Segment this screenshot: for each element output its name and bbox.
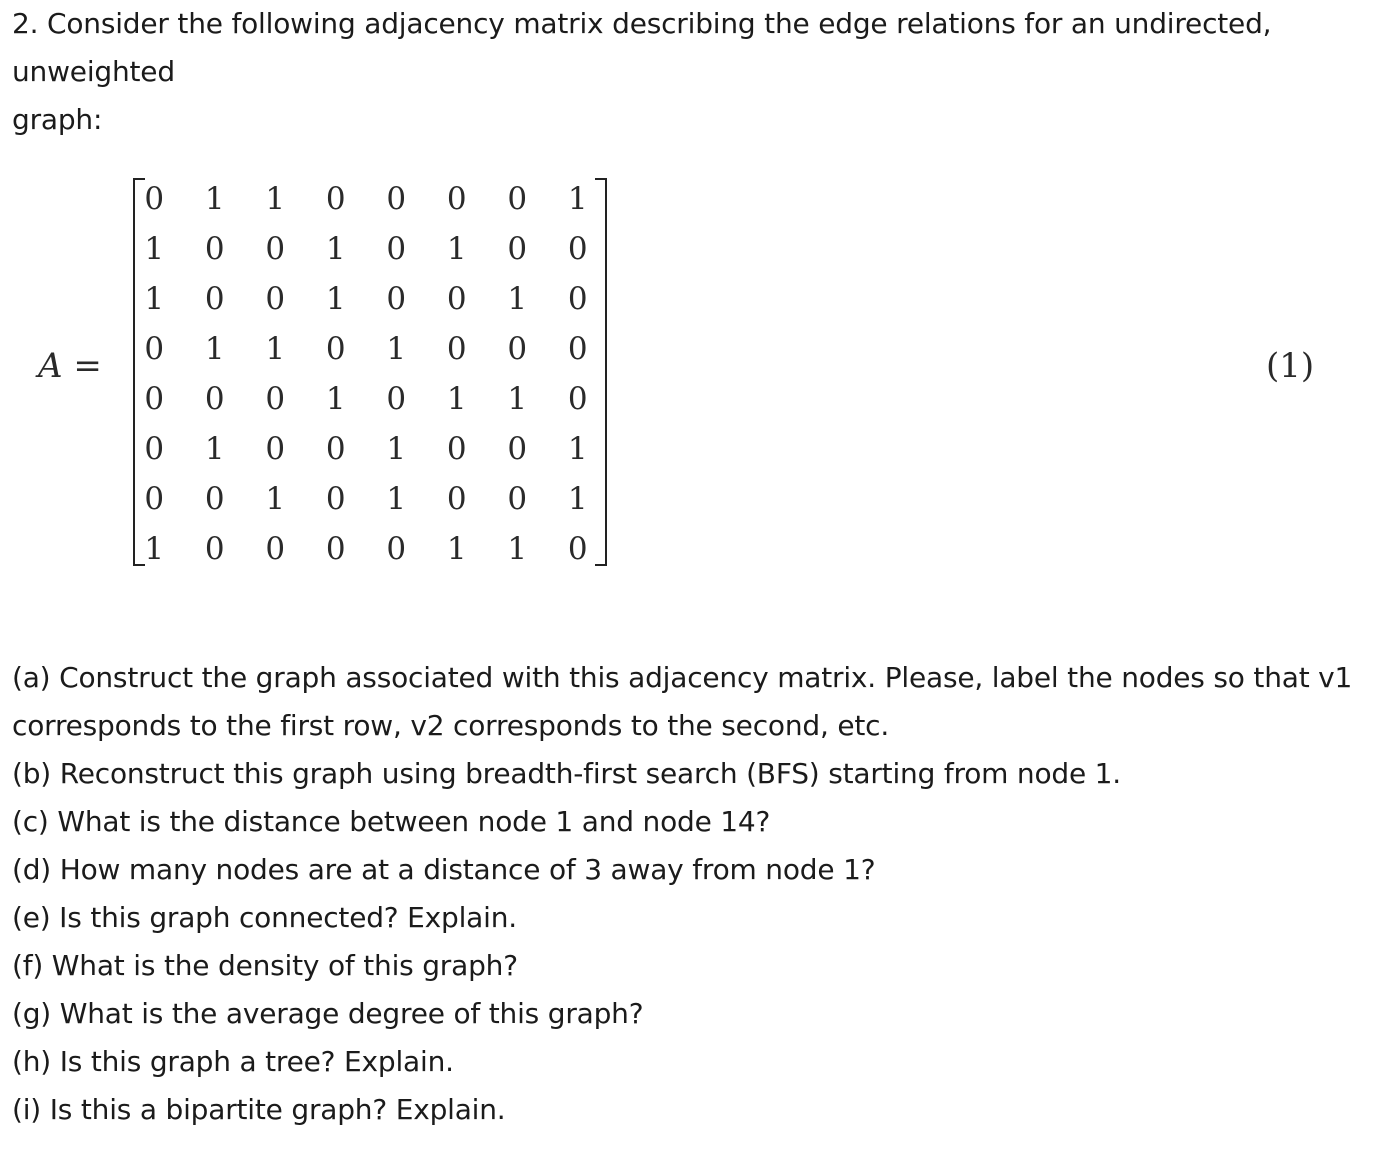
matrix-cell: 1: [325, 281, 346, 317]
question-line: (e) Is this graph connected? Explain.: [12, 901, 517, 934]
matrix-cell: 0: [567, 381, 588, 417]
matrix-cell: 0: [325, 431, 346, 467]
matrix-cell: 0: [204, 231, 225, 267]
matrix-cell: 0: [446, 431, 467, 467]
matrix-cell: 0: [325, 531, 346, 567]
intro-line: graph:: [12, 103, 103, 136]
question-line: (b) Reconstruct this graph using breadth-first search (BFS) starting from node 1.: [12, 757, 1121, 790]
matrix-cell: 0: [567, 331, 588, 367]
question-line: (d) How many nodes are at a distance of 3 away from node 1?: [12, 853, 876, 886]
matrix-cell: 0: [446, 181, 467, 217]
matrix-row: [124, 324, 608, 374]
matrix-cell: 0: [204, 281, 225, 317]
matrix-cell: 0: [446, 481, 467, 517]
matrix-cell: 0: [507, 431, 528, 467]
adjacency-matrix: [124, 174, 608, 574]
matrix-cell: 0: [446, 331, 467, 367]
question-line: (i) Is this a bipartite graph? Explain.: [12, 1093, 506, 1126]
matrix-variable: A: [38, 346, 63, 386]
matrix-cell: 0: [265, 381, 286, 417]
matrix-cell: 0: [325, 331, 346, 367]
matrix-cell: 1: [265, 481, 286, 517]
matrix-cell: 0: [386, 381, 407, 417]
question-line: (f) What is the density of this graph?: [12, 949, 518, 982]
matrix-cell: 0: [325, 481, 346, 517]
matrix-cell: 0: [567, 231, 588, 267]
matrix-cell: 0: [265, 531, 286, 567]
matrix-cell: 0: [386, 531, 407, 567]
matrix-cell: 1: [144, 281, 165, 317]
matrix-cell: 1: [446, 381, 467, 417]
matrix-cell: 0: [386, 181, 407, 217]
question-line: (g) What is the average degree of this graph?: [12, 997, 644, 1030]
matrix-cell: 1: [325, 231, 346, 267]
matrix-cell: 1: [446, 231, 467, 267]
matrix-cell: 1: [144, 531, 165, 567]
matrix-cell: 0: [265, 231, 286, 267]
matrix-cell: 1: [507, 381, 528, 417]
matrix-cell: 0: [507, 231, 528, 267]
matrix-cell: 0: [446, 281, 467, 317]
matrix-cell: 0: [325, 181, 346, 217]
matrix-row: [124, 224, 608, 274]
matrix-cell: 1: [386, 431, 407, 467]
matrix-cell: 0: [507, 481, 528, 517]
matrix-cell: 0: [144, 431, 165, 467]
matrix-cell: 1: [204, 181, 225, 217]
matrix-cell: 0: [144, 481, 165, 517]
problem-intro: [12, 0, 1372, 144]
matrix-cell: 0: [144, 381, 165, 417]
question-line: (c) What is the distance between node 1 and node 14?: [12, 805, 771, 838]
matrix-cell: 1: [567, 431, 588, 467]
matrix-cell: 1: [325, 381, 346, 417]
matrix-cell: 1: [386, 481, 407, 517]
matrix-row: [124, 274, 608, 324]
question-line: corresponds to the first row, v2 corresponds to the second, etc.: [12, 709, 890, 742]
matrix-cell: 1: [567, 181, 588, 217]
matrix-cell: 0: [144, 331, 165, 367]
matrix-row: [124, 374, 608, 424]
question-list: [12, 654, 1378, 1134]
matrix-cell: 1: [265, 331, 286, 367]
matrix-cell: 0: [507, 181, 528, 217]
matrix-cell: 1: [265, 181, 286, 217]
intro-line: unweighted: [12, 55, 175, 88]
matrix-row: [124, 474, 608, 524]
intro-line: 2. Consider the following adjacency matrix describing the edge relations for an undirected,: [12, 7, 1272, 40]
equation-number: (1): [1266, 346, 1315, 386]
matrix-cell: 0: [507, 331, 528, 367]
matrix-row: [124, 174, 608, 224]
matrix-row: [124, 524, 608, 574]
matrix-cell: 0: [204, 481, 225, 517]
matrix-cell: 1: [507, 531, 528, 567]
matrix-cell: 0: [567, 281, 588, 317]
matrix-cell: 1: [507, 281, 528, 317]
question-line: (a) Construct the graph associated with this adjacency matrix. Please, label the nodes so that v1: [12, 661, 1353, 694]
matrix-cell: 0: [386, 231, 407, 267]
matrix-label: [38, 346, 102, 386]
matrix-cell: 1: [567, 481, 588, 517]
matrix-cell: 0: [144, 181, 165, 217]
matrix-cell: 0: [386, 281, 407, 317]
matrix-row: [124, 424, 608, 474]
matrix-cell: 0: [265, 431, 286, 467]
matrix-cell: 0: [567, 531, 588, 567]
matrix-cell: 1: [144, 231, 165, 267]
question-line: (h) Is this graph a tree? Explain.: [12, 1045, 454, 1078]
equals-sign: =: [73, 346, 102, 386]
matrix-cell: 1: [204, 431, 225, 467]
matrix-cell: 0: [204, 531, 225, 567]
matrix-cell: 0: [204, 381, 225, 417]
matrix-cell: 1: [446, 531, 467, 567]
matrix-cell: 0: [265, 281, 286, 317]
matrix-cell: 1: [386, 331, 407, 367]
matrix-cell: 1: [204, 331, 225, 367]
